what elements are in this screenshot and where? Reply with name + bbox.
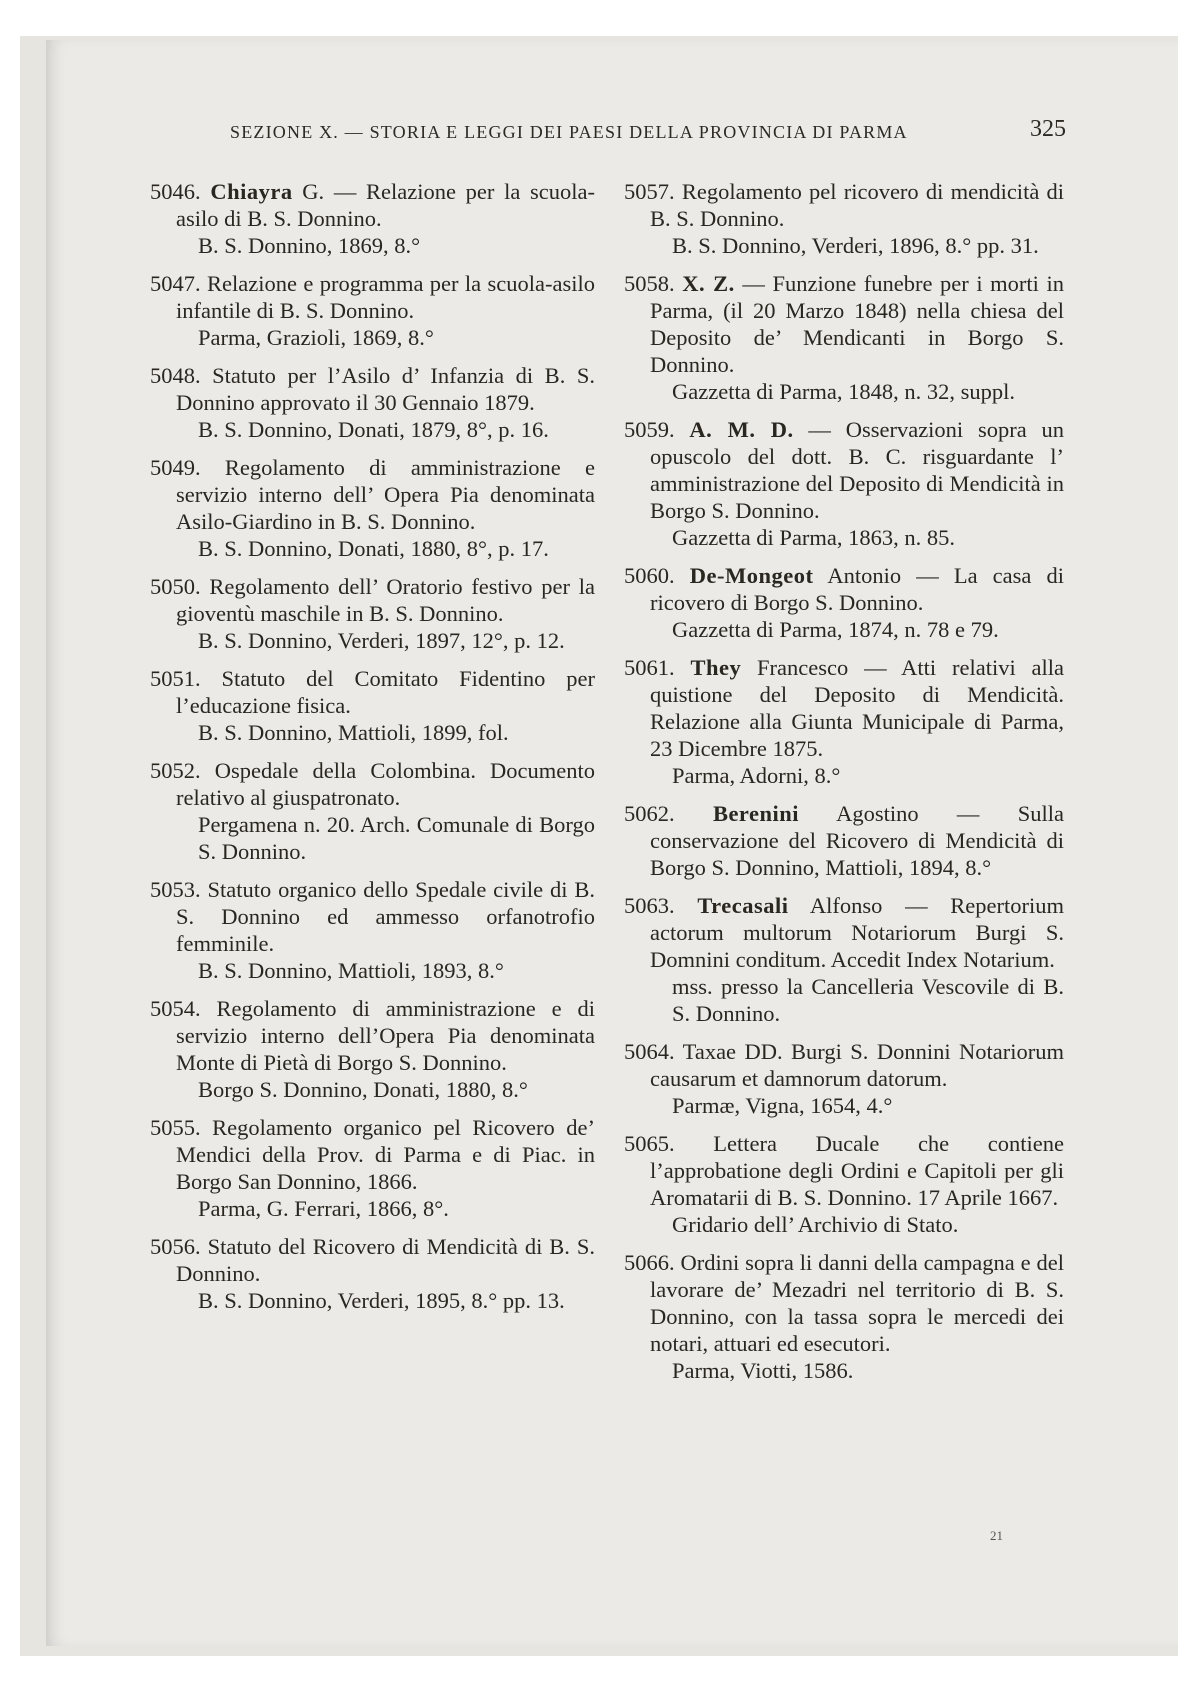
entry-title: Taxae DD. Burgi S. Donnini Notariorum causarum et damnorum datorum. — [650, 1039, 1065, 1091]
catalog-entry — [150, 1114, 595, 1222]
catalog-entry — [624, 416, 1064, 551]
entry-author: Chiayra — [210, 179, 293, 204]
entry-number: 5063. — [624, 893, 675, 918]
entry-title: Relazione e programma per la scuola-asilo infantile di B. S. Donnino. — [176, 271, 596, 323]
entry-number: 5057. — [624, 179, 675, 204]
entry-author: X. Z. — [682, 271, 735, 296]
entry-imprint: Gazzetta di Parma, 1863, n. 85. — [672, 525, 956, 550]
entry-title: Agostino — Sulla conservazione del Ricovero di Mendicità di Borgo S. Donnino, Mattioli, 1894, 8.° — [650, 801, 1064, 880]
entry-title: Antonio — La casa di ricovero di Borgo S. Donnino. — [650, 563, 1065, 615]
entry-author: A. M. D. — [689, 417, 794, 442]
entry-imprint: Parmæ, Vigna, 1654, 4.° — [672, 1093, 893, 1118]
right-column — [624, 178, 1064, 1395]
entry-number: 5047. — [150, 271, 201, 296]
entry-title: Statuto del Comitato Fidentino per l’educazione fisica. — [176, 666, 596, 718]
entry-imprint: Gazzetta di Parma, 1848, n. 32, suppl. — [672, 379, 1016, 404]
entry-title: Regolamento pel ricovero di mendicità di B. S. Donnino. — [650, 179, 1065, 231]
entry-title: Francesco — Atti relativi alla quistione del Deposito di Mendicità. Relazione alla Giunta Municipale di Parma, 23 Dicembre 1875. — [650, 655, 1065, 761]
entry-imprint: Gazzetta di Parma, 1874, n. 78 e 79. — [672, 617, 999, 642]
catalog-entry — [150, 178, 595, 259]
catalog-entry — [150, 573, 595, 654]
page-number: 325 — [1030, 116, 1066, 142]
entry-title: G. — Relazione per la scuola-asilo di B. S. Donnino. — [176, 179, 596, 231]
entry-number: 5058. — [624, 271, 675, 296]
catalog-entry — [150, 876, 595, 984]
catalog-entry — [150, 995, 595, 1103]
entry-imprint: B. S. Donnino, Mattioli, 1893, 8.° — [198, 958, 504, 983]
entry-imprint: Parma, Viotti, 1586. — [672, 1358, 854, 1383]
entry-title: — Osservazioni sopra un opuscolo del dott. B. C. risguardante l’ amministrazione del Deposito di Mendicità in Borgo S. Donnino. — [650, 417, 1065, 523]
entry-number: 5062. — [624, 801, 675, 826]
entry-imprint: B. S. Donnino, Donati, 1880, 8°, p. 17. — [198, 536, 549, 561]
entry-number: 5060. — [624, 563, 675, 588]
signature-mark: 21 — [990, 1528, 1003, 1543]
entry-number: 5053. — [150, 877, 201, 902]
catalog-entry — [624, 1130, 1064, 1238]
entry-number: 5054. — [150, 996, 201, 1021]
entry-imprint: Parma, Grazioli, 1869, 8.° — [198, 325, 434, 350]
entry-title: Regolamento dell’ Oratorio festivo per la gioventù maschile in B. S. Donnino. — [176, 574, 595, 626]
catalog-entry — [150, 454, 595, 562]
entry-imprint: mss. presso la Cancelleria Vescovile di B. S. Donnino. — [672, 974, 1064, 1026]
entry-number: 5056. — [150, 1234, 201, 1259]
entry-imprint: B. S. Donnino, Donati, 1879, 8°, p. 16. — [198, 417, 549, 442]
entry-title: Ospedale della Colombina. Documento relativo al giuspatronato. — [176, 758, 596, 810]
entry-title: Regolamento di amministrazione e servizio interno dell’ Opera Pia denominata Asilo-Giardino in B. S. Donnino. — [176, 455, 596, 534]
entry-number: 5061. — [624, 655, 675, 680]
entry-imprint: Pergamena n. 20. Arch. Comunale di Borgo S. Donnino. — [198, 812, 595, 864]
entry-imprint: B. S. Donnino, 1869, 8.° — [198, 233, 421, 258]
catalog-entry — [150, 270, 595, 351]
entry-author: They — [690, 655, 742, 680]
entry-imprint: Gridario dell’ Archivio di Stato. — [672, 1212, 959, 1237]
entry-title: Lettera Ducale che contiene l’approbatione degli Ordini e Capitoli per gli Aromatarii di B. S. Donnino. 17 Aprile 1667. — [650, 1131, 1065, 1210]
entry-number: 5052. — [150, 758, 201, 783]
entry-author: Berenini — [712, 801, 800, 826]
entry-title: Alfonso — Repertorium actorum multorum Notariorum Burgi S. Domnini conditum. Accedit Index Notarium. — [650, 893, 1065, 972]
entry-number: 5046. — [150, 179, 201, 204]
entry-title: Ordini sopra li danni della campagna e del lavorare de’ Mezadri nel territorio di B. S. Donnino, con la tassa sopra le mercedi dei notari, attuari ed esecutori. — [650, 1250, 1064, 1356]
entry-imprint: B. S. Donnino, Mattioli, 1899, fol. — [198, 720, 509, 745]
catalog-entry — [150, 665, 595, 746]
entry-number: 5050. — [150, 574, 201, 599]
entry-number: 5065. — [624, 1131, 675, 1156]
catalog-entry — [624, 892, 1064, 1027]
entry-imprint: B. S. Donnino, Verderi, 1897, 12°, p. 12. — [198, 628, 565, 653]
entry-imprint: B. S. Donnino, Verderi, 1895, 8.° pp. 13. — [198, 1288, 565, 1313]
left-column — [150, 178, 595, 1325]
catalog-entry — [150, 362, 595, 443]
entry-imprint: Parma, G. Ferrari, 1866, 8°. — [198, 1196, 449, 1221]
entry-number: 5049. — [150, 455, 201, 480]
entry-title: Statuto organico dello Spedale civile di B. S. Donnino ed ammesso orfanotrofio femminile. — [176, 877, 596, 956]
catalog-entry — [624, 1038, 1064, 1119]
catalog-entry — [624, 178, 1064, 259]
entry-number: 5051. — [150, 666, 201, 691]
entry-title: — Funzione funebre per i morti in Parma, (il 20 Marzo 1848) nella chiesa del Deposito de’ Mendicanti in Borgo S. Donnino. — [650, 271, 1064, 377]
catalog-entry — [150, 1233, 595, 1314]
catalog-entry — [624, 800, 1064, 881]
entry-imprint: B. S. Donnino, Verderi, 1896, 8.° pp. 31. — [672, 233, 1039, 258]
entry-number: 5055. — [150, 1115, 201, 1140]
entry-imprint: Borgo S. Donnino, Donati, 1880, 8.° — [198, 1077, 528, 1102]
entry-imprint: Parma, Adorni, 8.° — [672, 763, 841, 788]
entry-number: 5066. — [624, 1250, 675, 1275]
running-head: SEZIONE X. — STORIA E LEGGI DEI PAESI DELLA PROVINCIA DI PARMA — [230, 122, 908, 142]
entry-number: 5064. — [624, 1039, 675, 1064]
catalog-entry — [624, 562, 1064, 643]
entry-author: Trecasali — [697, 893, 789, 918]
catalog-entry — [150, 757, 595, 865]
entry-number: 5059. — [624, 417, 675, 442]
entry-number: 5048. — [150, 363, 201, 388]
entry-title: Statuto per l’Asilo d’ Infanzia di B. S. Donnino approvato il 30 Gennaio 1879. — [176, 363, 595, 415]
entry-title: Statuto del Ricovero di Mendicità di B. S. Donnino. — [176, 1234, 596, 1286]
entry-title: Regolamento di amministrazione e di servizio interno dell’Opera Pia denominata Monte di Pietà di Borgo S. Donnino. — [176, 996, 595, 1075]
catalog-entry — [624, 654, 1064, 789]
catalog-entry — [624, 1249, 1064, 1384]
catalog-entry — [624, 270, 1064, 405]
entry-author: De-Mongeot — [689, 563, 814, 588]
entry-title: Regolamento organico pel Ricovero de’ Mendici della Prov. di Parma e di Piac. in Borgo San Donnino, 1866. — [176, 1115, 595, 1194]
